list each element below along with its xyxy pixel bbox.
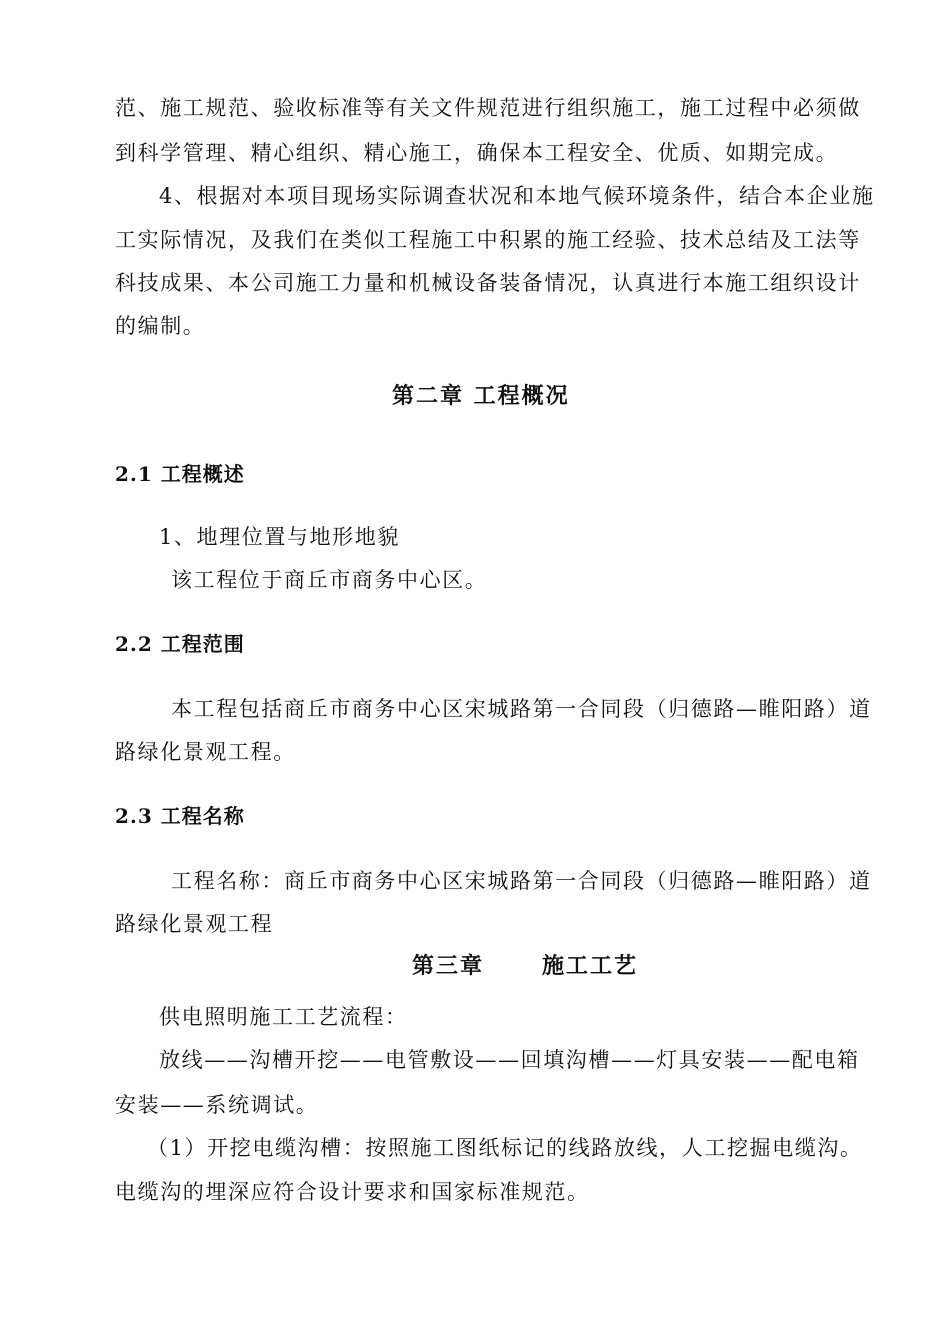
section-2-3-title: 2.3 工程名称 [115,804,245,828]
section-2-2-line-1: 本工程包括商丘市商务中心区宋城路第一合同段（归德路—睢阳路）道 [171,697,872,721]
step-1-line-2: 电缆沟的埋深应符合设计要求和国家标准规范。 [115,1180,590,1204]
intro-line-2: 到科学管理、精心组织、精心施工，确保本工程安全、优质、如期完成。 [115,141,839,165]
item-4-line-3: 科技成果、本公司施工力量和机械设备装备情况，认真进行本施工组织设计 [115,271,861,295]
section-2-3-line-2: 路绿化景观工程 [115,912,274,936]
section-2-2-line-2: 路绿化景观工程。 [115,740,296,764]
intro-line-1: 范、施工规范、验收标准等有关文件规范进行组织施工，施工过程中必须做 [115,96,861,120]
section-2-2-title: 2.2 工程范围 [115,632,245,656]
item-4-line-2: 工实际情况，及我们在类似工程施工中积累的施工经验、技术总结及工法等 [115,228,861,252]
section-2-1-text: 该工程位于商丘市商务中心区。 [171,568,488,592]
section-2-3-line-1: 工程名称：商丘市商务中心区宋城路第一合同段（归德路—睢阳路）道 [171,869,872,893]
section-2-1-item-1: 1、地理位置与地形地貌 [159,525,400,549]
step-1-line-1: （1）开挖电缆沟槽：按照施工图纸标记的线路放线，人工挖掘电缆沟。 [147,1136,863,1160]
chapter-2-title: 第二章 工程概况 [392,383,570,409]
section-2-1-title: 2.1 工程概述 [115,462,245,486]
item-4-line-1: 4、根据对本项目现场实际调查状况和本地气候环境条件，结合本企业施 [159,184,875,208]
flow-label: 供电照明施工工艺流程： [159,1005,408,1029]
item-4-line-4: 的编制。 [115,314,206,338]
flow-line-1: 放线——沟槽开挖——电管敷设——回填沟槽——灯具安装——配电箱 [159,1048,860,1072]
chapter-3-title: 第三章 施工工艺 [412,953,638,979]
flow-line-2: 安装——系统调试。 [115,1093,319,1117]
